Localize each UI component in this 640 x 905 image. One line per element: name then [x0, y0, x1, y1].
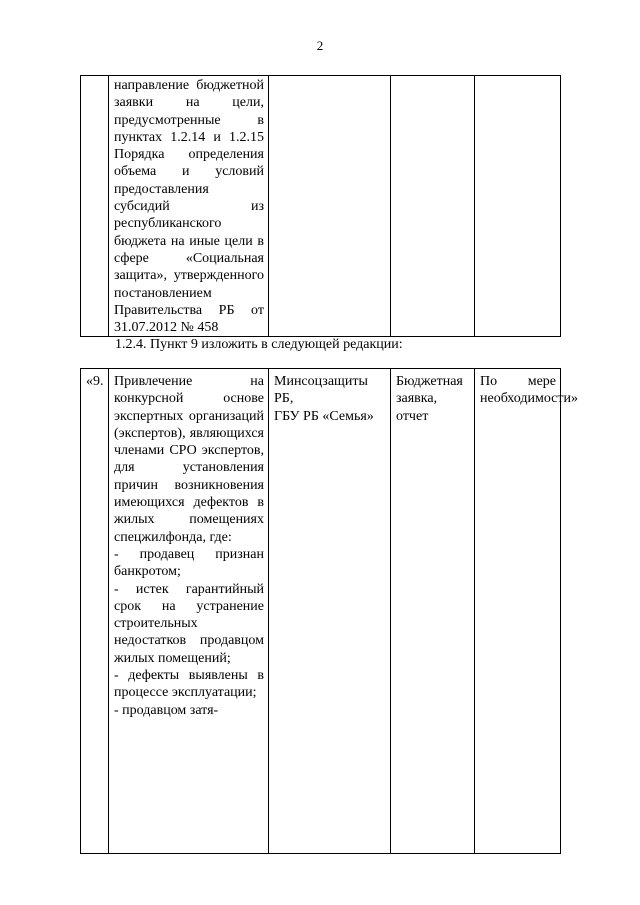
- condition-item: - истек гарантийный срок на устранение строительных недостатков продавцом жилых помещений;: [114, 581, 264, 666]
- number-cell: [81, 76, 109, 337]
- executor-line: ГБУ РБ «Семья»: [274, 408, 374, 424]
- item-number: «9.: [81, 369, 109, 854]
- document-cell: [391, 76, 475, 337]
- table-continuation: [80, 75, 561, 337]
- condition-item: - дефекты выявлены в процессе эксплуатации;: [114, 668, 264, 701]
- executor-cell: [269, 369, 391, 854]
- amendment-paragraph: 1.2.4. Пункт 9 изложить в следующей редакции:: [115, 337, 403, 352]
- table-row: [81, 76, 561, 337]
- description-text: Привлечение на конкурсной основе экспертных организаций (экспертов), являющихся членами СРО экспертов, для установления причин возникновения имеющихся дефектов в жилых помещениях спецжилфонда, где:: [114, 374, 264, 545]
- condition-item: - продавцом затя-: [114, 702, 219, 718]
- table-row: [81, 369, 561, 854]
- event-description-cell: направление бюджетной заявки на цели, предусмотренные в пунктах 1.2.14 и 1.2.15 Порядка определения объема и условий предоставления субсидий из республиканского бюджета на иные цели в сфере «Социальная защита», утвержденного постановлением Правительства РБ от 31.07.2012 № 458: [109, 76, 269, 337]
- executor-cell: [269, 76, 391, 337]
- event-description-cell: [109, 369, 269, 854]
- deadline-cell: [475, 76, 561, 337]
- document-cell: Бюджетная заявка, отчет: [391, 369, 475, 854]
- executor-line: Минсоцзащиты РБ,: [274, 374, 368, 407]
- condition-item: - продавец признан банкротом;: [114, 546, 264, 580]
- page-number: 2: [316, 38, 324, 53]
- table-item-9: [80, 368, 579, 854]
- deadline-cell: По мере необходимости»: [475, 369, 561, 854]
